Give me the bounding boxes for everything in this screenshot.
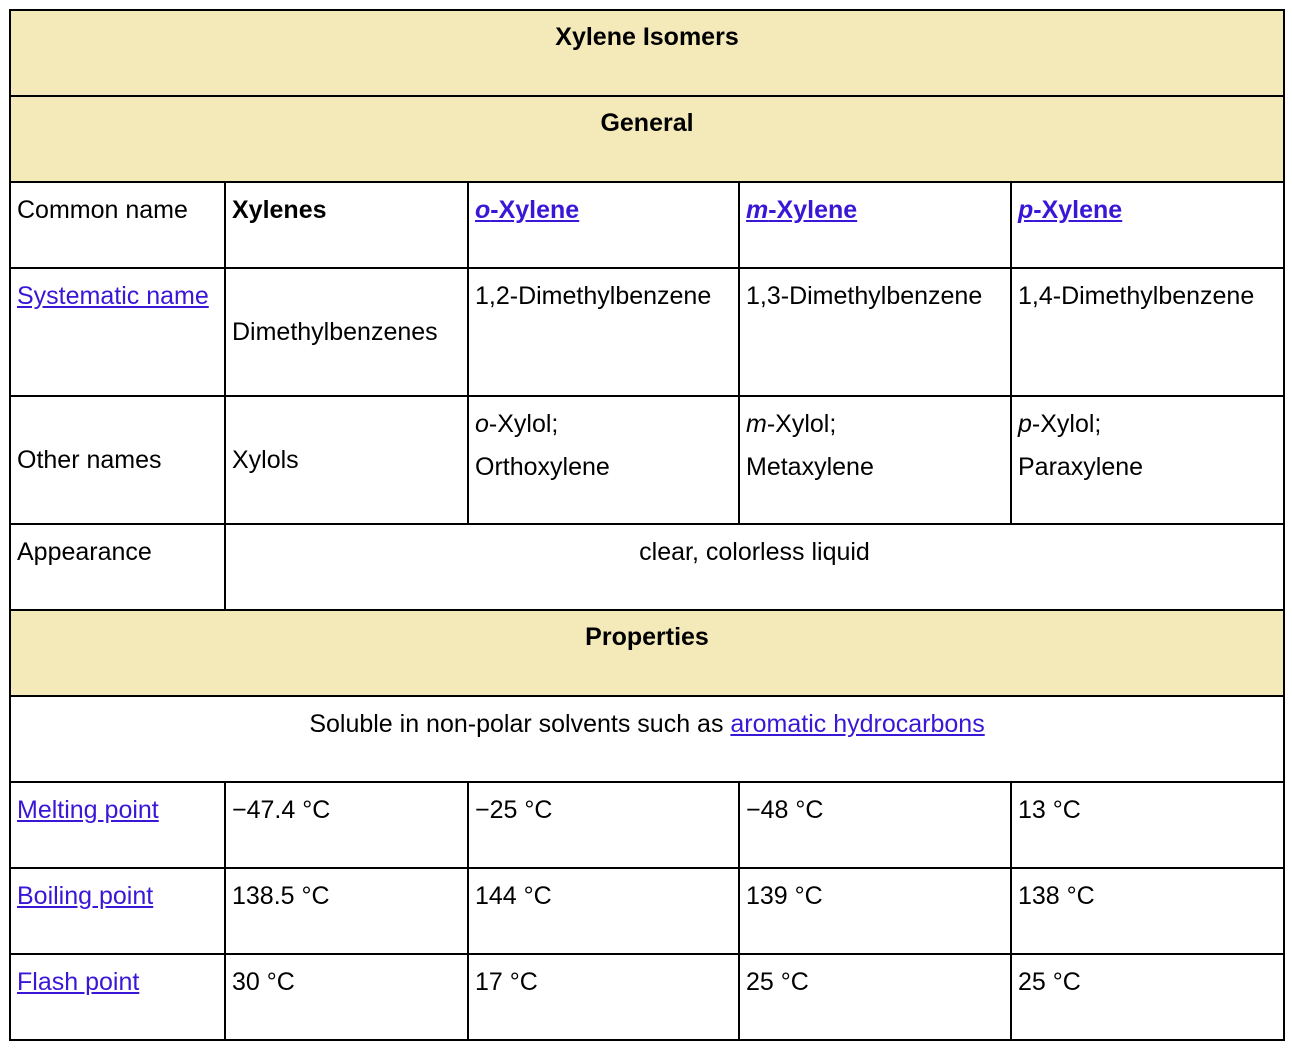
boiling-point-o: 144 °C [468,868,739,954]
p-other-names [1011,396,1284,524]
o-systematic-name: 1,2-Dimethylbenzene [468,268,739,396]
common-name-label: Common name [10,182,225,268]
appearance-label: Appearance [10,524,225,610]
boiling-point-p: 138 °C [1011,868,1284,954]
appearance-value: clear, colorless liquid [225,524,1284,610]
aromatic-hydrocarbons-link[interactable]: aromatic hydrocarbons [730,710,985,738]
p-xylol-prefix: p [1018,410,1032,438]
xylenes-common-name: Xylenes [225,182,468,268]
o-name: -Xylene [490,196,580,224]
m-alt-name: Metaxylene [746,453,874,481]
m-xylol-prefix: m [746,410,767,438]
o-xylene-cell [468,182,739,268]
general-header: General [10,96,1284,182]
o-other-names [468,396,739,524]
o-prefix: o [475,196,491,224]
other-names-label: Other names [10,396,225,524]
boiling-point-row [10,868,1284,954]
p-prefix: p [1018,196,1034,224]
melting-point-p: 13 °C [1011,782,1284,868]
m-xylene-link[interactable] [746,196,857,224]
m-systematic-name: 1,3-Dimethylbenzene [739,268,1011,396]
p-xylol: -Xylol; [1031,410,1102,438]
xylene-isomers-table [9,9,1285,1041]
melting-point-o: −25 °C [468,782,739,868]
systematic-name-cell [10,268,225,396]
m-prefix: m [746,196,769,224]
general-header-row [10,96,1284,182]
p-xylene-link[interactable] [1018,196,1122,224]
melting-point-row [10,782,1284,868]
xylenes-other-names: Xylols [225,396,468,524]
systematic-name-link[interactable]: Systematic name [17,282,209,310]
boiling-point-xylenes: 138.5 °C [225,868,468,954]
m-other-names [739,396,1011,524]
boiling-point-link[interactable]: Boiling point [17,882,154,910]
melting-point-xylenes: −47.4 °C [225,782,468,868]
flash-point-p: 25 °C [1011,954,1284,1040]
o-xylol-prefix: o [475,410,489,438]
boiling-point-m: 139 °C [739,868,1011,954]
m-xylol: -Xylol; [766,410,837,438]
boiling-point-cell [10,868,225,954]
p-systematic-name: 1,4-Dimethylbenzene [1011,268,1284,396]
properties-header: Properties [10,610,1284,696]
flash-point-xylenes: 30 °C [225,954,468,1040]
p-alt-name: Paraxylene [1018,453,1144,481]
o-xylol: -Xylol; [488,410,559,438]
p-name: -Xylene [1033,196,1123,224]
flash-point-link[interactable]: Flash point [17,968,140,996]
m-name: -Xylene [768,196,858,224]
flash-point-o: 17 °C [468,954,739,1040]
other-names-row [10,396,1284,524]
melting-point-m: −48 °C [739,782,1011,868]
appearance-row [10,524,1284,610]
flash-point-cell [10,954,225,1040]
properties-header-row [10,610,1284,696]
melting-point-cell [10,782,225,868]
m-xylene-cell [739,182,1011,268]
xylenes-systematic-name: Dimethylbenzenes [225,268,468,396]
p-xylene-cell [1011,182,1284,268]
table-title: Xylene Isomers [10,10,1284,96]
solubility-text: Soluble in non-polar solvents such as [309,710,731,738]
flash-point-m: 25 °C [739,954,1011,1040]
o-alt-name: Orthoxylene [475,453,610,481]
systematic-name-row [10,268,1284,396]
solubility-row [10,696,1284,782]
common-name-row [10,182,1284,268]
solubility-cell [10,696,1284,782]
title-row [10,10,1284,96]
flash-point-row [10,954,1284,1040]
melting-point-link[interactable]: Melting point [17,796,159,824]
o-xylene-link[interactable] [475,196,579,224]
